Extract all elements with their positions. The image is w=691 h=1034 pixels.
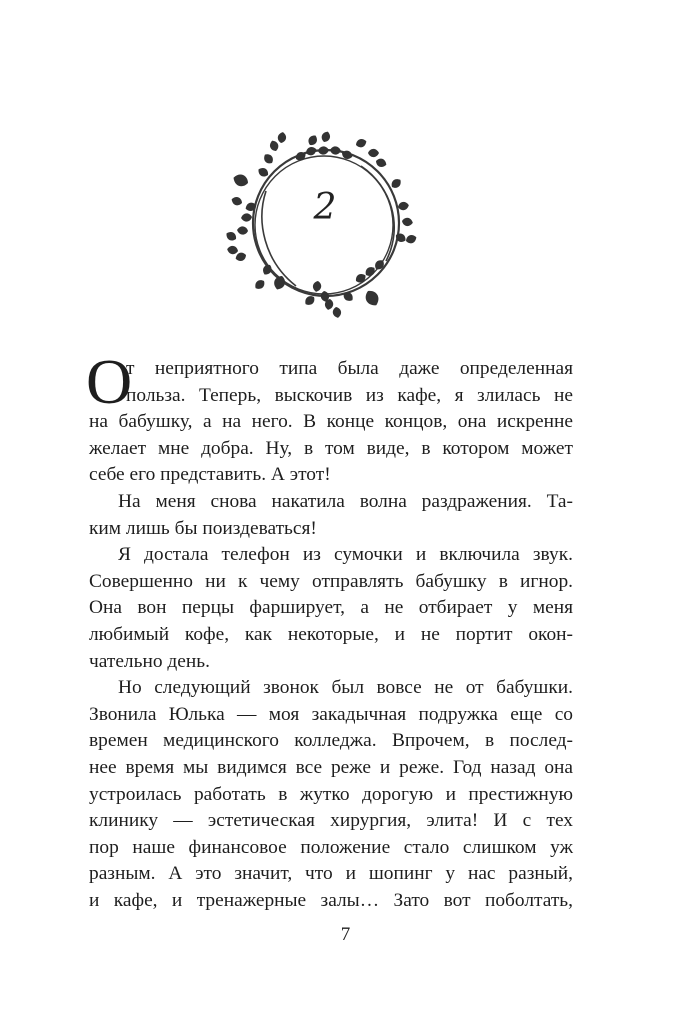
- text-line: ким лишь бы поиздеваться!: [89, 517, 317, 539]
- text-line: времен медицинского колледжа. Впрочем, в послед-: [89, 730, 573, 752]
- text-line: клинику — эстетическая хирургия, элита! И с тех: [89, 810, 573, 832]
- wreath-ornament-icon: [226, 131, 424, 326]
- text-line: Совершенно ни к чему отправлять бабушку в игнор.: [89, 570, 573, 592]
- text-line: устроилась работать в жутко дорогую и престижную: [89, 783, 573, 805]
- text-line: На меня снова накатила волна раздражения. Та-: [118, 490, 573, 512]
- text-line: пор наше финансовое положение стало слишком уж: [89, 836, 573, 858]
- text-line: разным. А это значит, что и шопинг у нас разный,: [89, 863, 573, 885]
- text-line: на бабушку, а на него. В конце концов, она искренне: [89, 411, 573, 433]
- text-line: любимый кофе, как некоторые, и не портит окон-: [89, 623, 573, 645]
- body-text: [86, 346, 573, 914]
- drop-cap: О: [86, 346, 133, 417]
- text-line: и кафе, и тренажерные залы… Зато вот поболтать,: [89, 889, 573, 911]
- page-number: 7: [340, 924, 351, 945]
- text-line: Звонила Юлька — моя закадычная подружка еще со: [89, 703, 573, 725]
- text-line: желает мне добра. Ну, в том виде, в котором может: [89, 437, 573, 459]
- text-line: Она вон перцы фарширует, а не отбирает у меня: [89, 597, 573, 619]
- text-line: Но следующий звонок был вовсе не от бабушки.: [118, 677, 573, 699]
- text-line: т неприятного типа была даже определенная: [126, 358, 573, 379]
- text-line: Я достала телефон из сумочки и включила звук.: [118, 544, 573, 566]
- text-line: нее время мы видимся все реже и реже. Год назад она: [89, 756, 573, 778]
- text-line: чательно день.: [89, 650, 210, 672]
- text-line: себе его представить. А этот!: [89, 464, 331, 486]
- text-line: польза. Теперь, выскочив из кафе, я злилась не: [126, 384, 573, 406]
- chapter-number: 2: [313, 187, 337, 228]
